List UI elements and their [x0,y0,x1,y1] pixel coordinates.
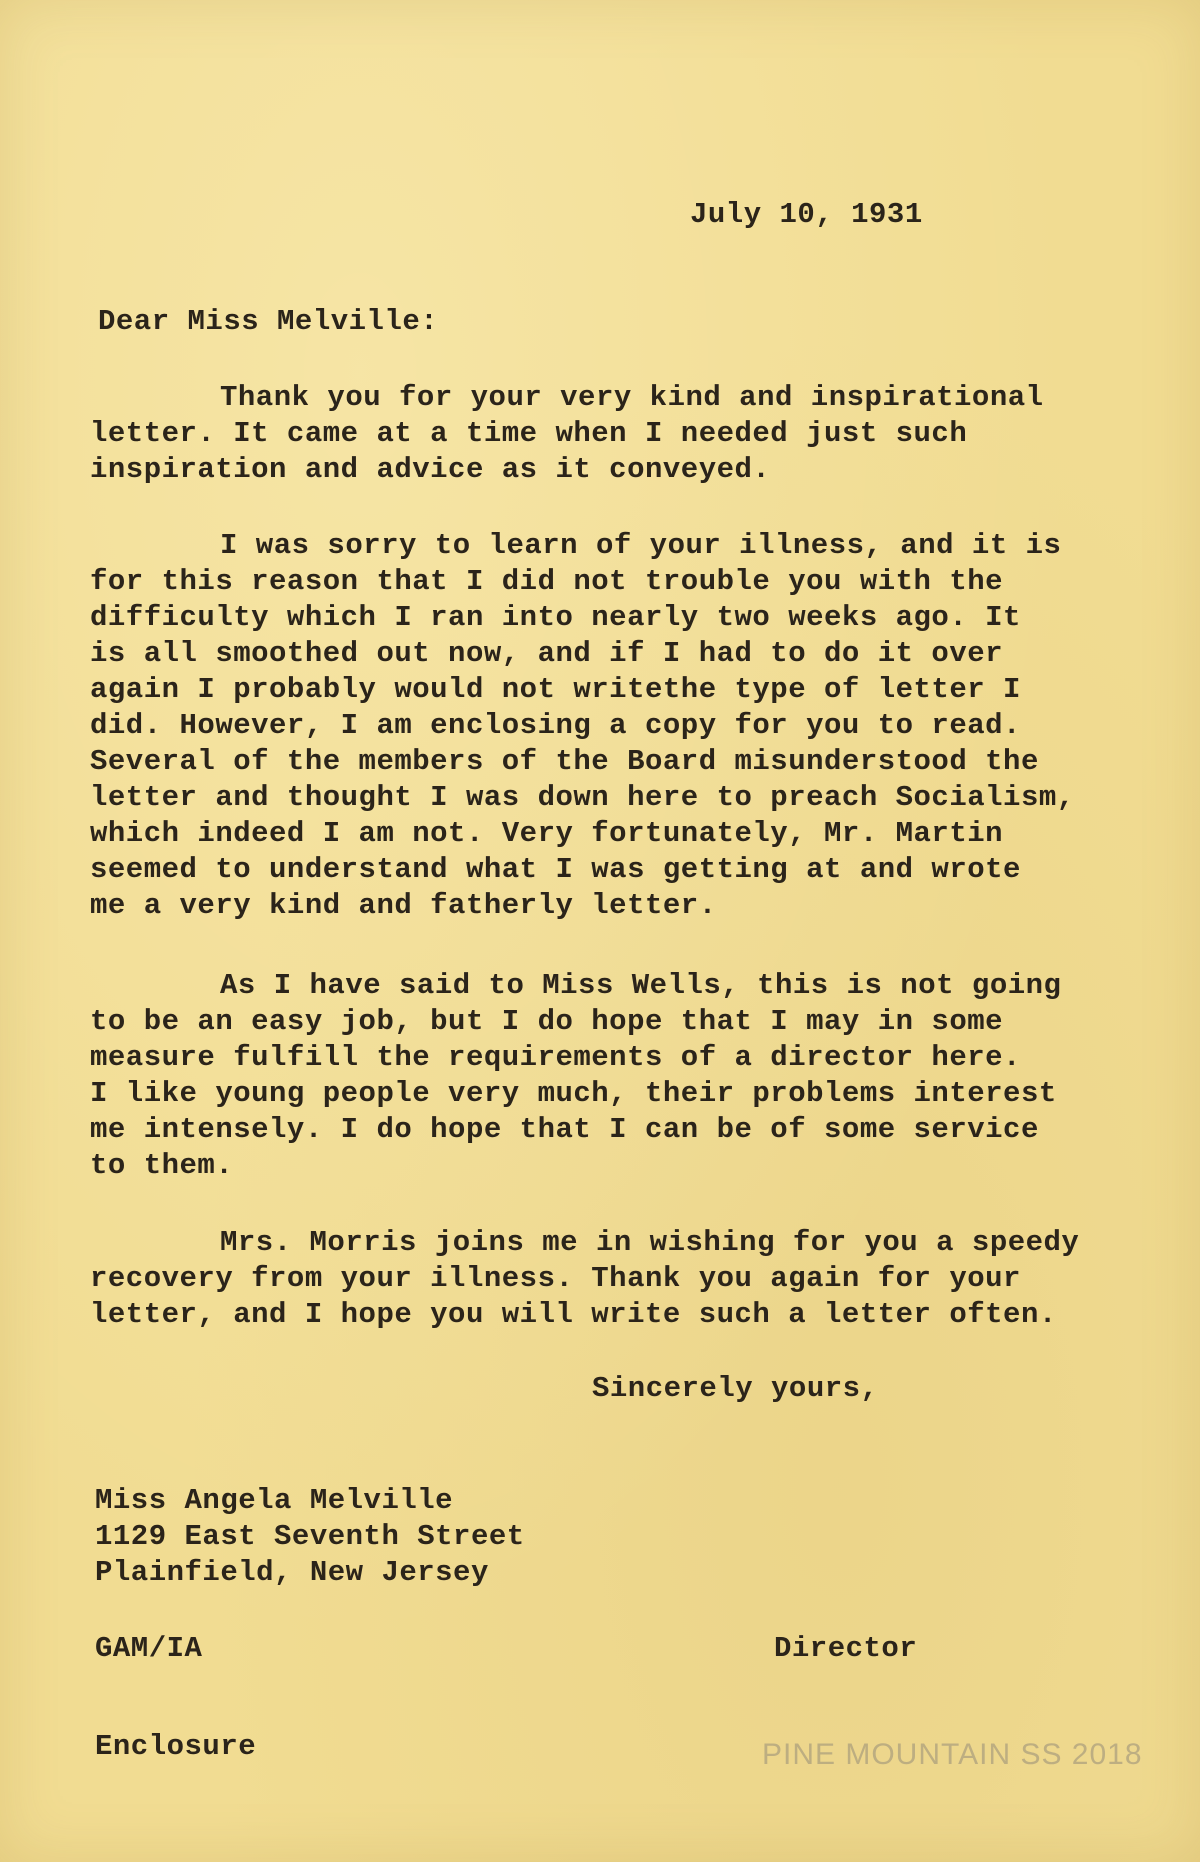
paragraph-line: me intensely. I do hope that I can be of some service [90,1113,1039,1146]
salutation: Dear Miss Melville: [98,305,439,338]
paragraph-line: measure fulfill the requirements of a director here. [90,1041,1021,1074]
enclosure-note: Enclosure [95,1730,257,1763]
paragraph-3 [90,968,1120,1184]
paragraph-line: As I have said to Miss Wells, this is not going [220,969,1062,1002]
paragraph-line: Thank you for your very kind and inspirational [220,381,1044,414]
watermark: PINE MOUNTAIN SS 2018 [762,1738,1143,1771]
signer-title: Director [774,1632,918,1665]
recipient-city: Plainfield, New Jersey [95,1556,489,1589]
paragraph-line: to be an easy job, but I do hope that I may in some [90,1005,1004,1038]
typist-initials: GAM/IA [95,1632,203,1665]
paragraph-line: Several of the members of the Board misunderstood the [90,745,1039,778]
paragraph-line: is all smoothed out now, and if I had to do it over [90,637,1004,670]
paragraph-line: I was sorry to learn of your illness, and it is [220,529,1062,562]
paragraph-line: again I probably would not writethe type of letter I [90,673,1021,706]
paragraph-line: for this reason that I did not trouble you with the [90,565,1004,598]
paragraph-line: which indeed I am not. Very fortunately, Mr. Martin [90,817,1004,850]
paragraph-line: letter and thought I was down here to preach Socialism, [90,781,1075,814]
paragraph-line: to them. [90,1149,234,1182]
paragraph-line: I like young people very much, their problems interest [90,1077,1057,1110]
recipient-name: Miss Angela Melville [95,1484,454,1517]
paragraph-line: me a very kind and fatherly letter. [90,889,717,922]
paragraph-line: letter. It came at a time when I needed just such [90,417,968,450]
letter-date: July 10, 1931 [690,198,923,231]
recipient-street: 1129 East Seventh Street [95,1520,525,1553]
paragraph-line: difficulty which I ran into nearly two weeks ago. It [90,601,1021,634]
paragraph-4 [90,1225,1120,1333]
closing: Sincerely yours, [592,1372,879,1405]
paragraph-line: seemed to understand what I was getting at and wrote [90,853,1021,886]
paragraph-1 [90,380,1120,488]
paragraph-2 [90,528,1120,924]
paragraph-line: did. However, I am enclosing a copy for you to read. [90,709,1021,742]
paragraph-line: Mrs. Morris joins me in wishing for you a speedy [220,1226,1080,1259]
paragraph-line: inspiration and advice as it conveyed. [90,453,771,486]
paragraph-line: letter, and I hope you will write such a letter often. [90,1298,1057,1331]
paragraph-line: recovery from your illness. Thank you again for your [90,1262,1021,1295]
